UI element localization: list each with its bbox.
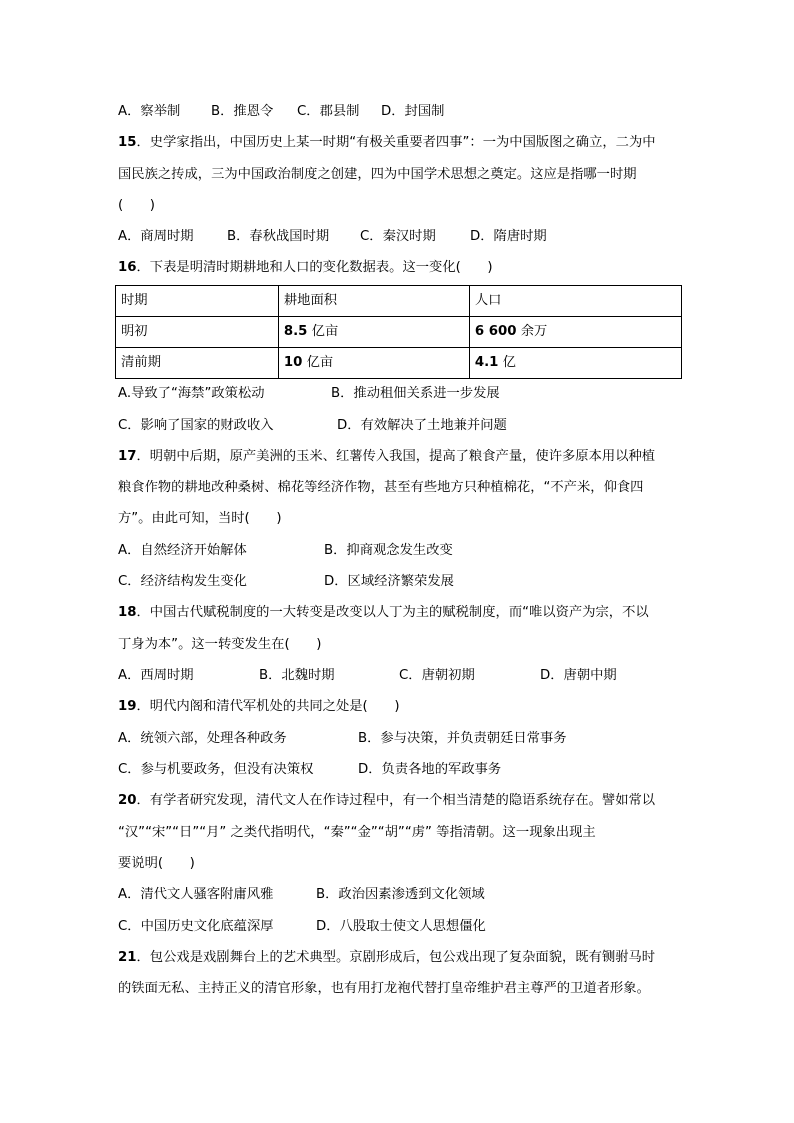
question-number: 19: [118, 699, 137, 714]
question-15-line-2: 国民族之抟成，三为中国政治制度之创建，四为中国学术思想之奠定。这应是指哪一时期: [118, 167, 637, 182]
option-b[interactable]: B．北魏时期: [259, 668, 335, 683]
question-number: 18: [118, 605, 137, 620]
option-d[interactable]: D．负责各地的军政事务: [358, 762, 502, 777]
option-a[interactable]: A．西周时期: [118, 668, 194, 683]
question-20-line-1: [118, 791, 655, 811]
option-b[interactable]: B．抑商观念发生改变: [324, 543, 453, 558]
option-c[interactable]: C．中国历史文化底蕴深厚: [118, 919, 274, 934]
table-header-cell: 人口: [469, 286, 681, 317]
option-d[interactable]: D．封国制: [381, 104, 445, 119]
question-number: 20: [118, 793, 137, 808]
option-c[interactable]: C．秦汉时期: [360, 229, 436, 244]
cell-unit: 亿: [498, 355, 516, 370]
cell-unit: 余万: [516, 324, 548, 339]
cell-number: 6 600: [474, 324, 517, 339]
option-c[interactable]: C．经济结构发生变化: [118, 574, 247, 589]
table-row: [116, 317, 682, 348]
question-17-line-2: 粮食作物的耕地改种桑树、棉花等经济作物，甚至有些地方只种植棉花，“不产米，仰食四: [118, 480, 644, 495]
question-text: ．下表是明清时期耕地和人口的变化数据表。这一变化( ): [136, 260, 493, 275]
option-a[interactable]: A．察举制: [118, 104, 181, 119]
table-header-cell: 耕地面积: [278, 286, 469, 317]
cell-number: 4.1: [474, 355, 499, 370]
table-cell-area: [278, 317, 469, 348]
question-text: ．明朝中后期，原产美洲的玉米、红薯传入我国，提高了粮食产量，使许多原本用以种植: [136, 449, 656, 464]
option-a[interactable]: A．统领六部，处理各种政务: [118, 731, 287, 746]
option-a[interactable]: A．清代文人骚客附庸风雅: [118, 887, 274, 902]
question-text: ．中国古代赋税制度的一大转变是改变以人丁为主的赋税制度，而“唯以资产为宗，不以: [136, 605, 649, 620]
question-15-line-1: [118, 133, 656, 153]
question-text: ．史学家指出，中国历史上某一时期“有极关重要者四事”：一为中国版图之确立，二为中: [136, 135, 656, 150]
table-row: [116, 348, 682, 379]
option-b[interactable]: B．政治因素渗透到文化领域: [316, 887, 485, 902]
question-18-line-1: [118, 603, 649, 623]
option-b[interactable]: B．推动租佃关系进一步发展: [331, 386, 500, 401]
question-17-line-3: 方”。由此可知，当时( ): [118, 511, 282, 526]
table-header-cell: 时期: [116, 286, 279, 317]
question-number: 21: [118, 950, 137, 965]
option-b[interactable]: B．参与决策，并负责朝廷日常事务: [358, 731, 567, 746]
table-cell-period: 清前期: [116, 348, 279, 379]
option-c[interactable]: C．影响了国家的财政收入: [118, 418, 274, 433]
question-text: ．有学者研究发现，清代文人在作诗过程中，有一个相当清楚的隐语系统存在。譬如常以: [136, 793, 656, 808]
option-d[interactable]: D．有效解决了土地兼并问题: [337, 418, 507, 433]
cell-number: 10: [283, 355, 303, 370]
option-d[interactable]: D．八股取士使文人思想僵化: [316, 919, 486, 934]
question-15-line-3: ( ): [118, 198, 155, 213]
option-b[interactable]: B．春秋战国时期: [227, 229, 330, 244]
question-21-line-2: 的铁面无私、主持正义的清官形象，也有用打龙袍代替打皇帝维护君主尊严的卫道者形象。: [118, 981, 650, 996]
question-text: ．包公戏是戏剧舞台上的艺术典型。京剧形成后，包公戏出现了复杂面貌，既有铡驸马时: [136, 950, 656, 965]
table-cell-area: [278, 348, 469, 379]
table-cell-period: 明初: [116, 317, 279, 348]
question-text: ．明代内阁和清代军机处的共同之处是( ): [136, 699, 400, 714]
option-c[interactable]: C．郡县制: [297, 104, 360, 119]
option-b[interactable]: B．推恩令: [211, 104, 274, 119]
question-18-line-2: 丁身为本”。这一转变发生在( ): [118, 637, 322, 652]
table-cell-population: [469, 348, 681, 379]
option-a[interactable]: A．自然经济开始解体: [118, 543, 247, 558]
question-19-line-1: [118, 697, 400, 717]
question-20-line-3: 要说明( ): [118, 856, 195, 871]
table-header-row: [116, 286, 682, 317]
cell-unit: 亿亩: [302, 355, 334, 370]
question-20-line-2: “汉”“宋”“日”“月” 之类代指明代，“秦”“金”“胡”“虏” 等指清朝。这一现象出现主: [118, 825, 596, 840]
question-number: 16: [118, 260, 137, 275]
option-d[interactable]: D．区域经济繁荣发展: [324, 574, 454, 589]
option-c[interactable]: C．唐朝初期: [399, 668, 475, 683]
option-c[interactable]: C．参与机要政务，但没有决策权: [118, 762, 314, 777]
cell-number: 8.5: [283, 324, 308, 339]
option-a[interactable]: A．商周时期: [118, 229, 194, 244]
option-d[interactable]: D．隋唐时期: [470, 229, 547, 244]
question-number: 17: [118, 449, 137, 464]
option-d[interactable]: D．唐朝中期: [540, 668, 617, 683]
data-table: [115, 285, 682, 379]
question-17-line-1: [118, 447, 655, 467]
cell-unit: 亿亩: [307, 324, 339, 339]
question-number: 15: [118, 135, 137, 150]
question-21-line-1: [118, 948, 655, 968]
question-16-line-1: [118, 258, 493, 278]
option-a[interactable]: A.导致了“海禁”政策松动: [118, 386, 265, 401]
table-cell-population: [469, 317, 681, 348]
